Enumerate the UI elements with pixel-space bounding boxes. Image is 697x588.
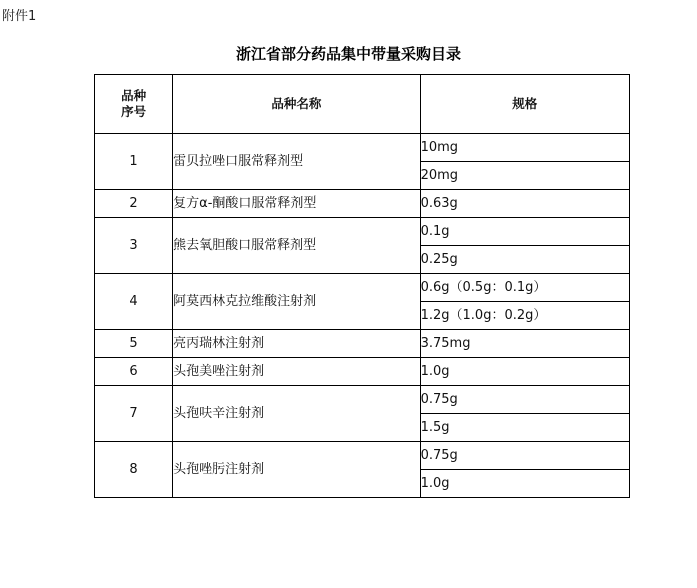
row-number: 3 xyxy=(95,218,173,274)
drug-spec: 0.25g xyxy=(420,246,629,274)
table-row xyxy=(95,190,630,218)
drug-spec: 3.75mg xyxy=(420,330,629,358)
header-item-number xyxy=(95,75,173,134)
drug-spec: 0.1g xyxy=(420,218,629,246)
table-row xyxy=(95,274,630,302)
drug-spec: 0.63g xyxy=(420,190,629,218)
drug-spec: 0.75g xyxy=(420,386,629,414)
table-header-row xyxy=(95,75,630,134)
drug-catalog-table xyxy=(94,74,630,498)
row-number: 5 xyxy=(95,330,173,358)
drug-spec: 0.6g（0.5g：0.1g） xyxy=(420,274,629,302)
drug-spec: 10mg xyxy=(420,134,629,162)
header-item-number-line2: 序号 xyxy=(121,104,147,119)
row-number: 1 xyxy=(95,134,173,190)
table-row xyxy=(95,358,630,386)
header-item-number-line1: 品种 xyxy=(121,88,147,103)
drug-spec: 20mg xyxy=(420,162,629,190)
drug-spec: 0.75g xyxy=(420,442,629,470)
table-row xyxy=(95,134,630,162)
row-number: 2 xyxy=(95,190,173,218)
drug-spec: 1.5g xyxy=(420,414,629,442)
drug-name: 阿莫西林克拉维酸注射剂 xyxy=(173,274,420,330)
row-number: 4 xyxy=(95,274,173,330)
drug-name: 雷贝拉唑口服常释剂型 xyxy=(173,134,420,190)
drug-spec: 1.0g xyxy=(420,358,629,386)
row-number: 6 xyxy=(95,358,173,386)
table-row xyxy=(95,386,630,414)
table-row xyxy=(95,218,630,246)
drug-spec: 1.0g xyxy=(420,470,629,498)
attachment-label: 附件1 xyxy=(2,9,37,24)
drug-name: 亮丙瑞林注射剂 xyxy=(173,330,420,358)
table-row xyxy=(95,330,630,358)
document-title: 浙江省部分药品集中带量采购目录 xyxy=(235,45,461,63)
drug-name: 复方α-酮酸口服常释剂型 xyxy=(173,190,420,218)
header-specification: 规格 xyxy=(420,75,629,134)
drug-spec: 1.2g（1.0g：0.2g） xyxy=(420,302,629,330)
table-row xyxy=(95,442,630,470)
drug-name: 头孢美唑注射剂 xyxy=(173,358,420,386)
header-item-name: 品种名称 xyxy=(173,75,420,134)
drug-name: 头孢唑肟注射剂 xyxy=(173,442,420,498)
drug-name: 头孢呋辛注射剂 xyxy=(173,386,420,442)
drug-name: 熊去氧胆酸口服常释剂型 xyxy=(173,218,420,274)
row-number: 7 xyxy=(95,386,173,442)
row-number: 8 xyxy=(95,442,173,498)
